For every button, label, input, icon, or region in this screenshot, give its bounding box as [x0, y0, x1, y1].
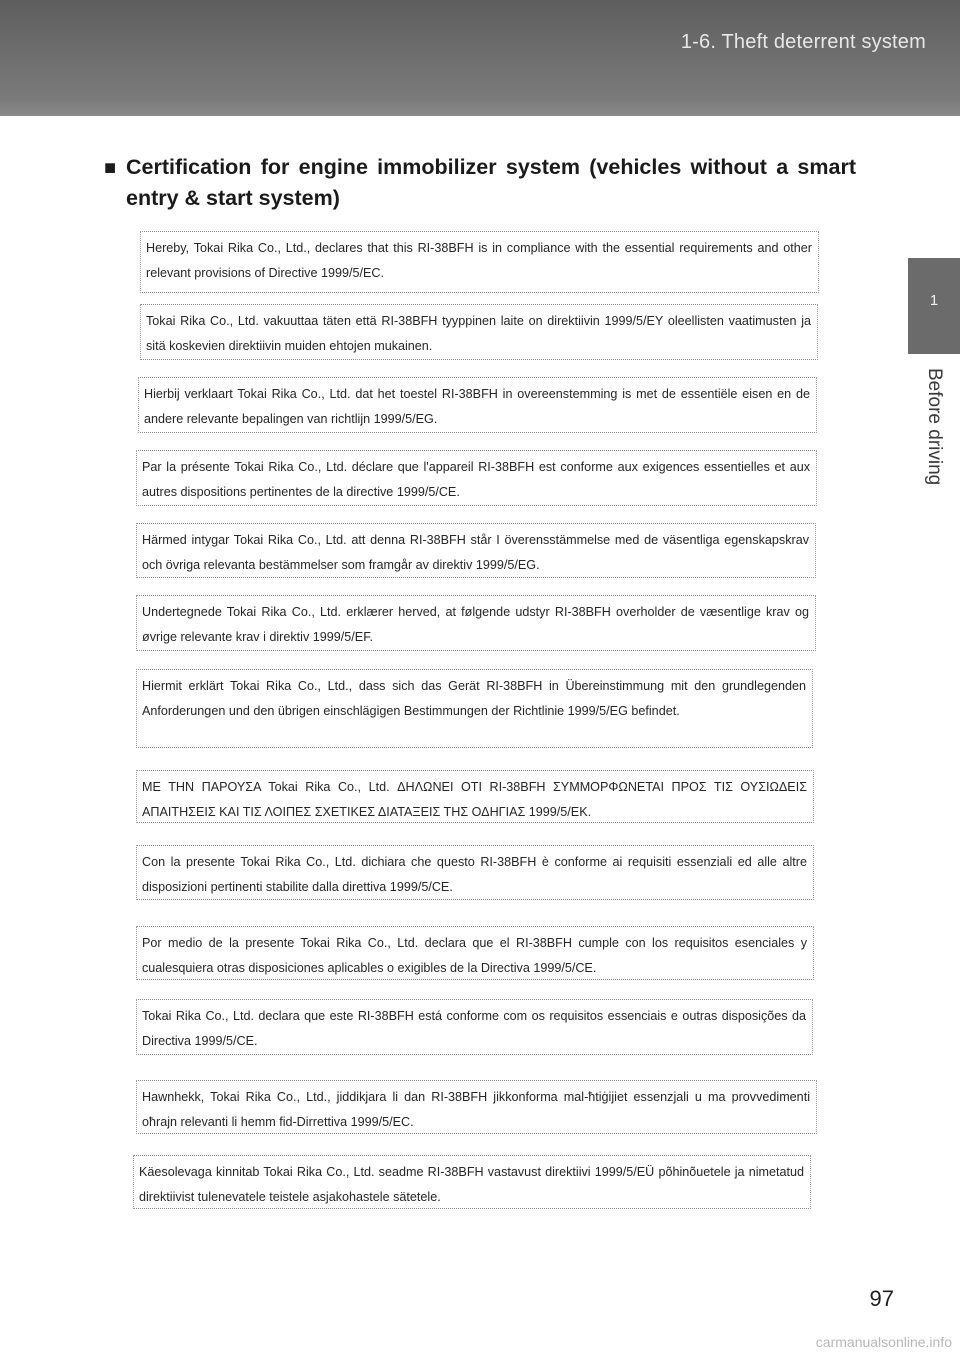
chapter-tab — [908, 258, 960, 354]
chapter-number: 1 — [929, 292, 939, 309]
declaration-portuguese: Tokai Rika Co., Ltd. declara que este RI-38BFH está conforme com os requisitos essenciais e outras disposições da Directiva 1999/5/CE. — [136, 999, 813, 1055]
declaration-estonian: Käesolevaga kinnitab Tokai Rika Co., Ltd. seadme RI-38BFH vastavust direktiivi 1999/5/EÜ põhinõuetele ja nimetatud direktiivist tulenevatele teistele asjakohastele sätetele. — [133, 1155, 811, 1209]
declaration-danish: Undertegnede Tokai Rika Co., Ltd. erklærer herved, at følgende udstyr RI-38BFH overholder de væsentlige krav og øvrige relevante krav i direktiv 1999/5/EF. — [136, 595, 816, 651]
declaration-maltese: Hawnhekk, Tokai Rika Co., Ltd., jiddikjara li dan RI-38BFH jikkonforma mal-ħtiġijiet essenzjali u ma provvedimenti oħrajn relevanti li hemm fid-Dirrettiva 1999/5/EC. — [136, 1080, 817, 1134]
page-number: 97 — [869, 1286, 894, 1311]
declaration-spanish: Por medio de la presente Tokai Rika Co., Ltd. declara que el RI-38BFH cumple con los requisitos esenciales y cualesquiera otras disposiciones aplicables o exigibles de la Directiva 1999/5/CE. — [136, 926, 814, 980]
section-heading — [104, 152, 856, 214]
declaration-german: Hiermit erklärt Tokai Rika Co., Ltd., dass sich das Gerät RI-38BFH in Übereinstimmung mit den grundlegenden Anforderungen und den übrigen einschlägigen Bestimmungen der Richtlinie 1999/5/EG befindet. — [136, 669, 813, 748]
section-header-title: 1-6. Theft deterrent system — [680, 31, 926, 53]
declaration-french: Par la présente Tokai Rika Co., Ltd. déclare que l'appareil RI-38BFH est conforme aux exigences essentielles et aux autres dispositions pertinentes de la directive 1999/5/CE. — [136, 450, 817, 506]
chapter-label-text: Before driving — [924, 368, 945, 486]
declaration-italian: Con la presente Tokai Rika Co., Ltd. dichiara che questo RI-38BFH è conforme ai requisiti essenziali ed alle altre disposizioni pertinenti stabilite dalla direttiva 1999/5/CE. — [136, 845, 814, 900]
declaration-finnish: Tokai Rika Co., Ltd. vakuuttaa täten että RI-38BFH tyyppinen laite on direktiivin 1999/5/EY oleellisten vaatimusten ja sitä koskevien direktiivin muiden ehtojen mukainen. — [140, 304, 818, 360]
declaration-swedish: Härmed intygar Tokai Rika Co., Ltd. att denna RI-38BFH står I överensstämmelse med de väsentliga egenskapskrav och övriga relevanta bestämmelser som framgår av direktiv 1999/5/EG. — [136, 523, 816, 578]
header-band — [0, 0, 960, 116]
section-heading-text: Certification for engine immobilizer system (vehicles without a smart entry & start system) — [126, 155, 856, 210]
square-bullet-icon: ■ — [104, 157, 117, 179]
chapter-label — [914, 368, 954, 528]
declaration-greek: ΜΕ ΤΗΝ ΠΑΡΟΥΣΑ Tokai Rika Co., Ltd. ΔΗΛΩΝΕΙ ΟΤΙ RI-38BFH ΣΥΜΜΟΡΦΩΝΕΤΑΙ ΠΡΟΣ ΤΙΣ ΟΥΣΙΩΔΕΙΣ ΑΠΑΙΤΗΣΕΙΣ ΚΑΙ ΤΙΣ ΛΟΙΠΕΣ ΣΧΕΤΙΚΕΣ ΔΙΑΤΑΞΕΙΣ ΤΗΣ ΟΔΗΓΙΑΣ 1999/5/ΕΚ. — [136, 770, 814, 823]
watermark: carmanualsonline.info — [815, 1334, 952, 1350]
declaration-english: Hereby, Tokai Rika Co., Ltd., declares that this RI-38BFH is in compliance with the essential requirements and other relevant provisions of Directive 1999/5/EC. — [140, 231, 819, 293]
declaration-dutch: Hierbij verklaart Tokai Rika Co., Ltd. dat het toestel RI-38BFH in overeenstemming is met de essentiële eisen en de andere relevante bepalingen van richtlijn 1999/5/EG. — [138, 377, 817, 433]
